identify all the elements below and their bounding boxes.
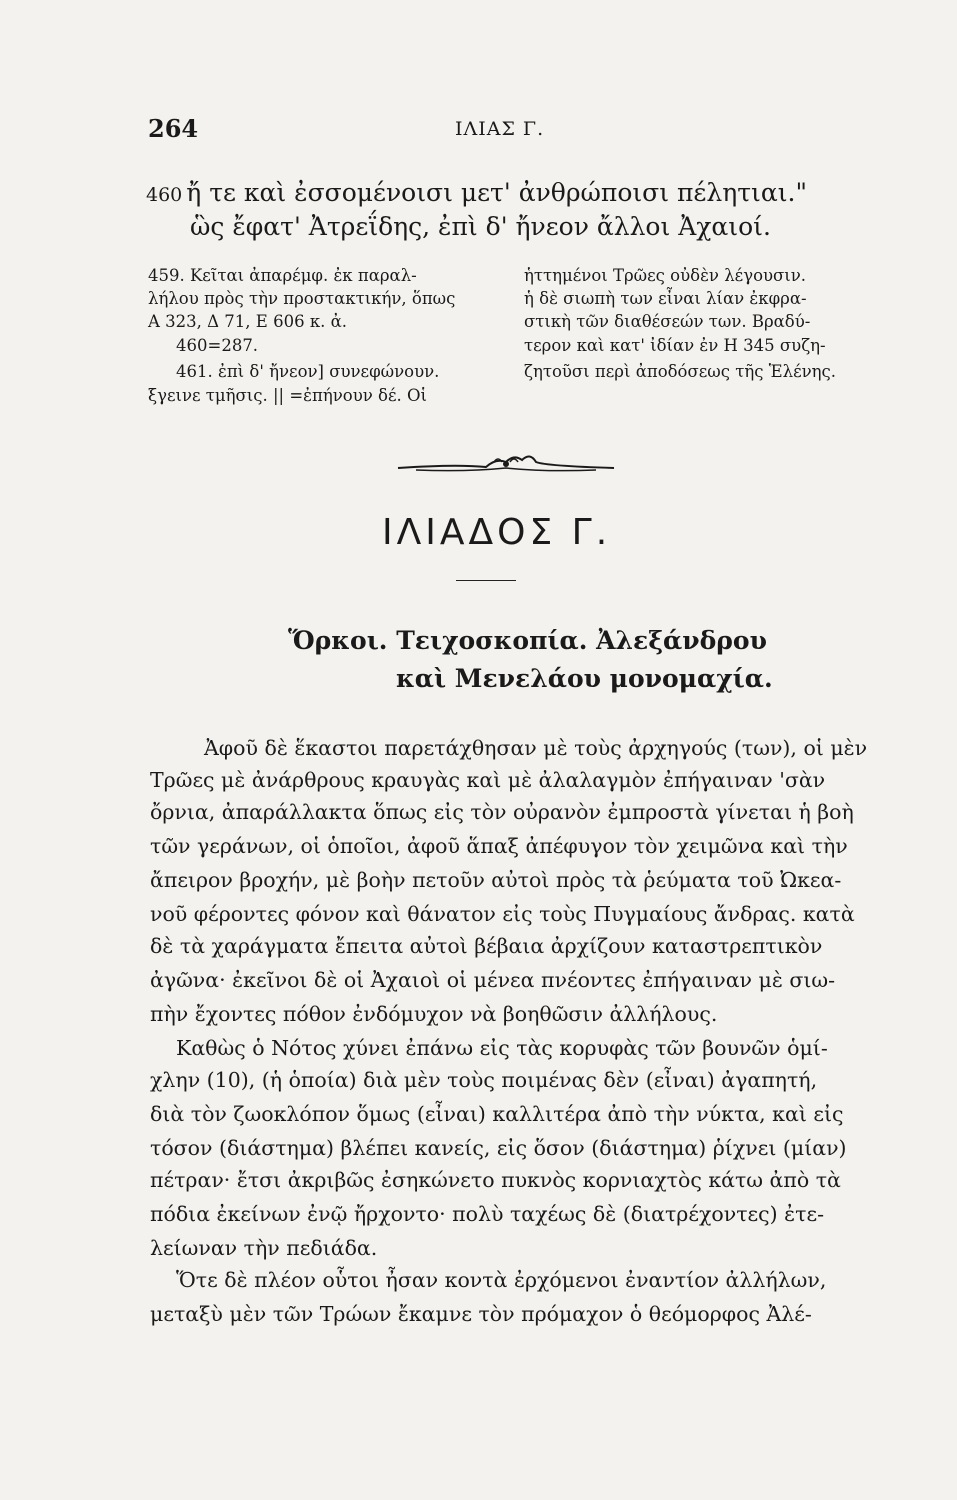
body-line: πόδια ἐκείνων ἐνῷ ἤρχοντο· πολὺ ταχέως δὲ (διατρέχοντες) ἐτε- — [150, 1202, 825, 1226]
note-right-line: ἡττημένοι Τρῶες οὐδὲν λέγουσιν. — [524, 266, 807, 285]
title-rule — [456, 580, 516, 581]
note-left-line: λήλου πρὸς τὴν προστακτικήν, ὅπως — [148, 289, 456, 308]
body-line: μεταξὺ μὲν τῶν Τρώων ἔκαμνε τὸν πρόμαχον ὁ θεόμορφος Ἀλέ- — [150, 1302, 812, 1326]
body-line: ὄρνια, ἀπαράλλακτα ὅπως εἰς τὸν οὐρανὸν ἐμπροστὰ γίνεται ἡ βοὴ — [150, 800, 854, 824]
note-right-line: ἡ δὲ σιωπὴ των εἶναι λίαν ἐκφρα- — [524, 289, 807, 308]
verse-line-460 — [146, 178, 807, 207]
body-line: τόσον (διάστημα) βλέπει κανείς, εἰς ὅσον (διάστημα) ῥίχνει (μίαν) — [150, 1136, 847, 1160]
body-line: ἀγῶνα· ἐκεῖνοι δὲ οἱ Ἀχαιοὶ οἱ μένεα πνέοντες ἐπήγαιναν μὲ σιω- — [150, 968, 836, 992]
body-line: Τρῶες μὲ ἀνάρθρους κραυγὰς καὶ μὲ ἀλαλαγμὸν ἐπήγαιναν 'σὰν — [150, 768, 826, 792]
body-line: διὰ τὸν ζωοκλόπον ὅμως (εἶναι) καλλιτέρα ἀπὸ τὴν νύκτα, καὶ εἰς — [150, 1102, 844, 1126]
body-line: ἄπειρον βροχήν, μὲ βοὴν πετοῦν αὐτοὶ πρὸς τὰ ῥεύματα τοῦ Ὠκεα- — [150, 868, 842, 892]
body-line: νοῦ φέροντες φόνον καὶ θάνατον εἰς τοὺς Πυγμαίους ἄνδρας. κατὰ — [150, 902, 855, 926]
body-line: Ὅτε δὲ πλέον οὗτοι ἦσαν κοντὰ ἐρχόμενοι ἐναντίον ἀλλήλων, — [176, 1268, 827, 1292]
note-left-line: 461. ἐπὶ δ' ἤνεον] συνεφώνουν. — [176, 362, 440, 381]
chapter-subtitle-line2: καὶ Μενελάου μονομαχία. — [396, 664, 773, 693]
body-line: Καθὼς ὁ Νότος χύνει ἐπάνω εἰς τὰς κορυφὰς τῶν βουνῶν ὁμί- — [176, 1036, 828, 1060]
ornament-divider — [396, 448, 616, 484]
note-left-line: 459. Κεῖται ἀπαρέμφ. ἐκ παραλ- — [148, 266, 417, 285]
page-number: 264 — [148, 114, 199, 143]
body-line: δὲ τὰ χαράγματα ἔπειτα αὐτοὶ βέβαια ἀρχίζουν καταστρεπτικὸν — [150, 934, 823, 958]
body-line: πὴν ἔχοντες πόθον ἐνδόμυχον νὰ βοηθῶσιν ἀλλήλους. — [150, 1002, 718, 1026]
note-left-line: Α 323, Δ 71, Ε 606 κ. ἀ. — [148, 312, 348, 331]
body-line: λείωναν τὴν πεδιάδα. — [150, 1236, 378, 1260]
note-right-line: ζητοῦσι περὶ ἀποδόσεως τῆς Ἑλένης. — [524, 362, 837, 381]
verse-line-number: 460 — [146, 184, 183, 206]
note-left-line: ξγεινε τμῆσις. || =ἐπήνουν δέ. Οἱ — [148, 386, 428, 405]
running-title: ΙΛΙΑΣ Γ. — [455, 118, 545, 140]
verse-line-461: ὣς ἔφατ' Ἀτρεΐδης, ἐπὶ δ' ἤνεον ἄλλοι Ἀχαιοί. — [190, 212, 771, 241]
chapter-subtitle-line1: Ὅρκοι. Τειχοσκοπία. Ἀλεξάνδρου — [288, 626, 767, 655]
note-right-line: στικὴ τῶν διαθέσεών των. Βραδύ- — [524, 312, 811, 331]
body-line: Ἀφοῦ δὲ ἕκαστοι παρετάχθησαν μὲ τοὺς ἀρχηγούς (των), οἱ μὲν — [204, 736, 868, 760]
body-line: χλην (10), (ἡ ὁποία) διὰ μὲν τοὺς ποιμένας δὲν (εἶναι) ἀγαπητή, — [150, 1068, 818, 1092]
body-line: τῶν γεράνων, οἱ ὁποῖοι, ἀφοῦ ἅπαξ ἀπέφυγον τὸν χειμῶνα καὶ τὴν — [150, 834, 848, 858]
body-line: πέτραν· ἔτσι ἀκριβῶς ἐσηκώνετο πυκνὸς κορνιαχτὸς κάτω ἀπὸ τὰ — [150, 1168, 841, 1192]
note-left-line: 460=287. — [176, 336, 259, 355]
note-right-line: τερον καὶ κατ' ἰδίαν ἐν Η 345 συζη- — [524, 336, 826, 355]
verse-text: ἤ τε καὶ ἐσσομένοισι μετ' ἀνθρώποισι πέλητιαι." — [186, 178, 807, 207]
book-title: ΙΛΙΑΔΟΣ Γ. — [382, 512, 612, 553]
